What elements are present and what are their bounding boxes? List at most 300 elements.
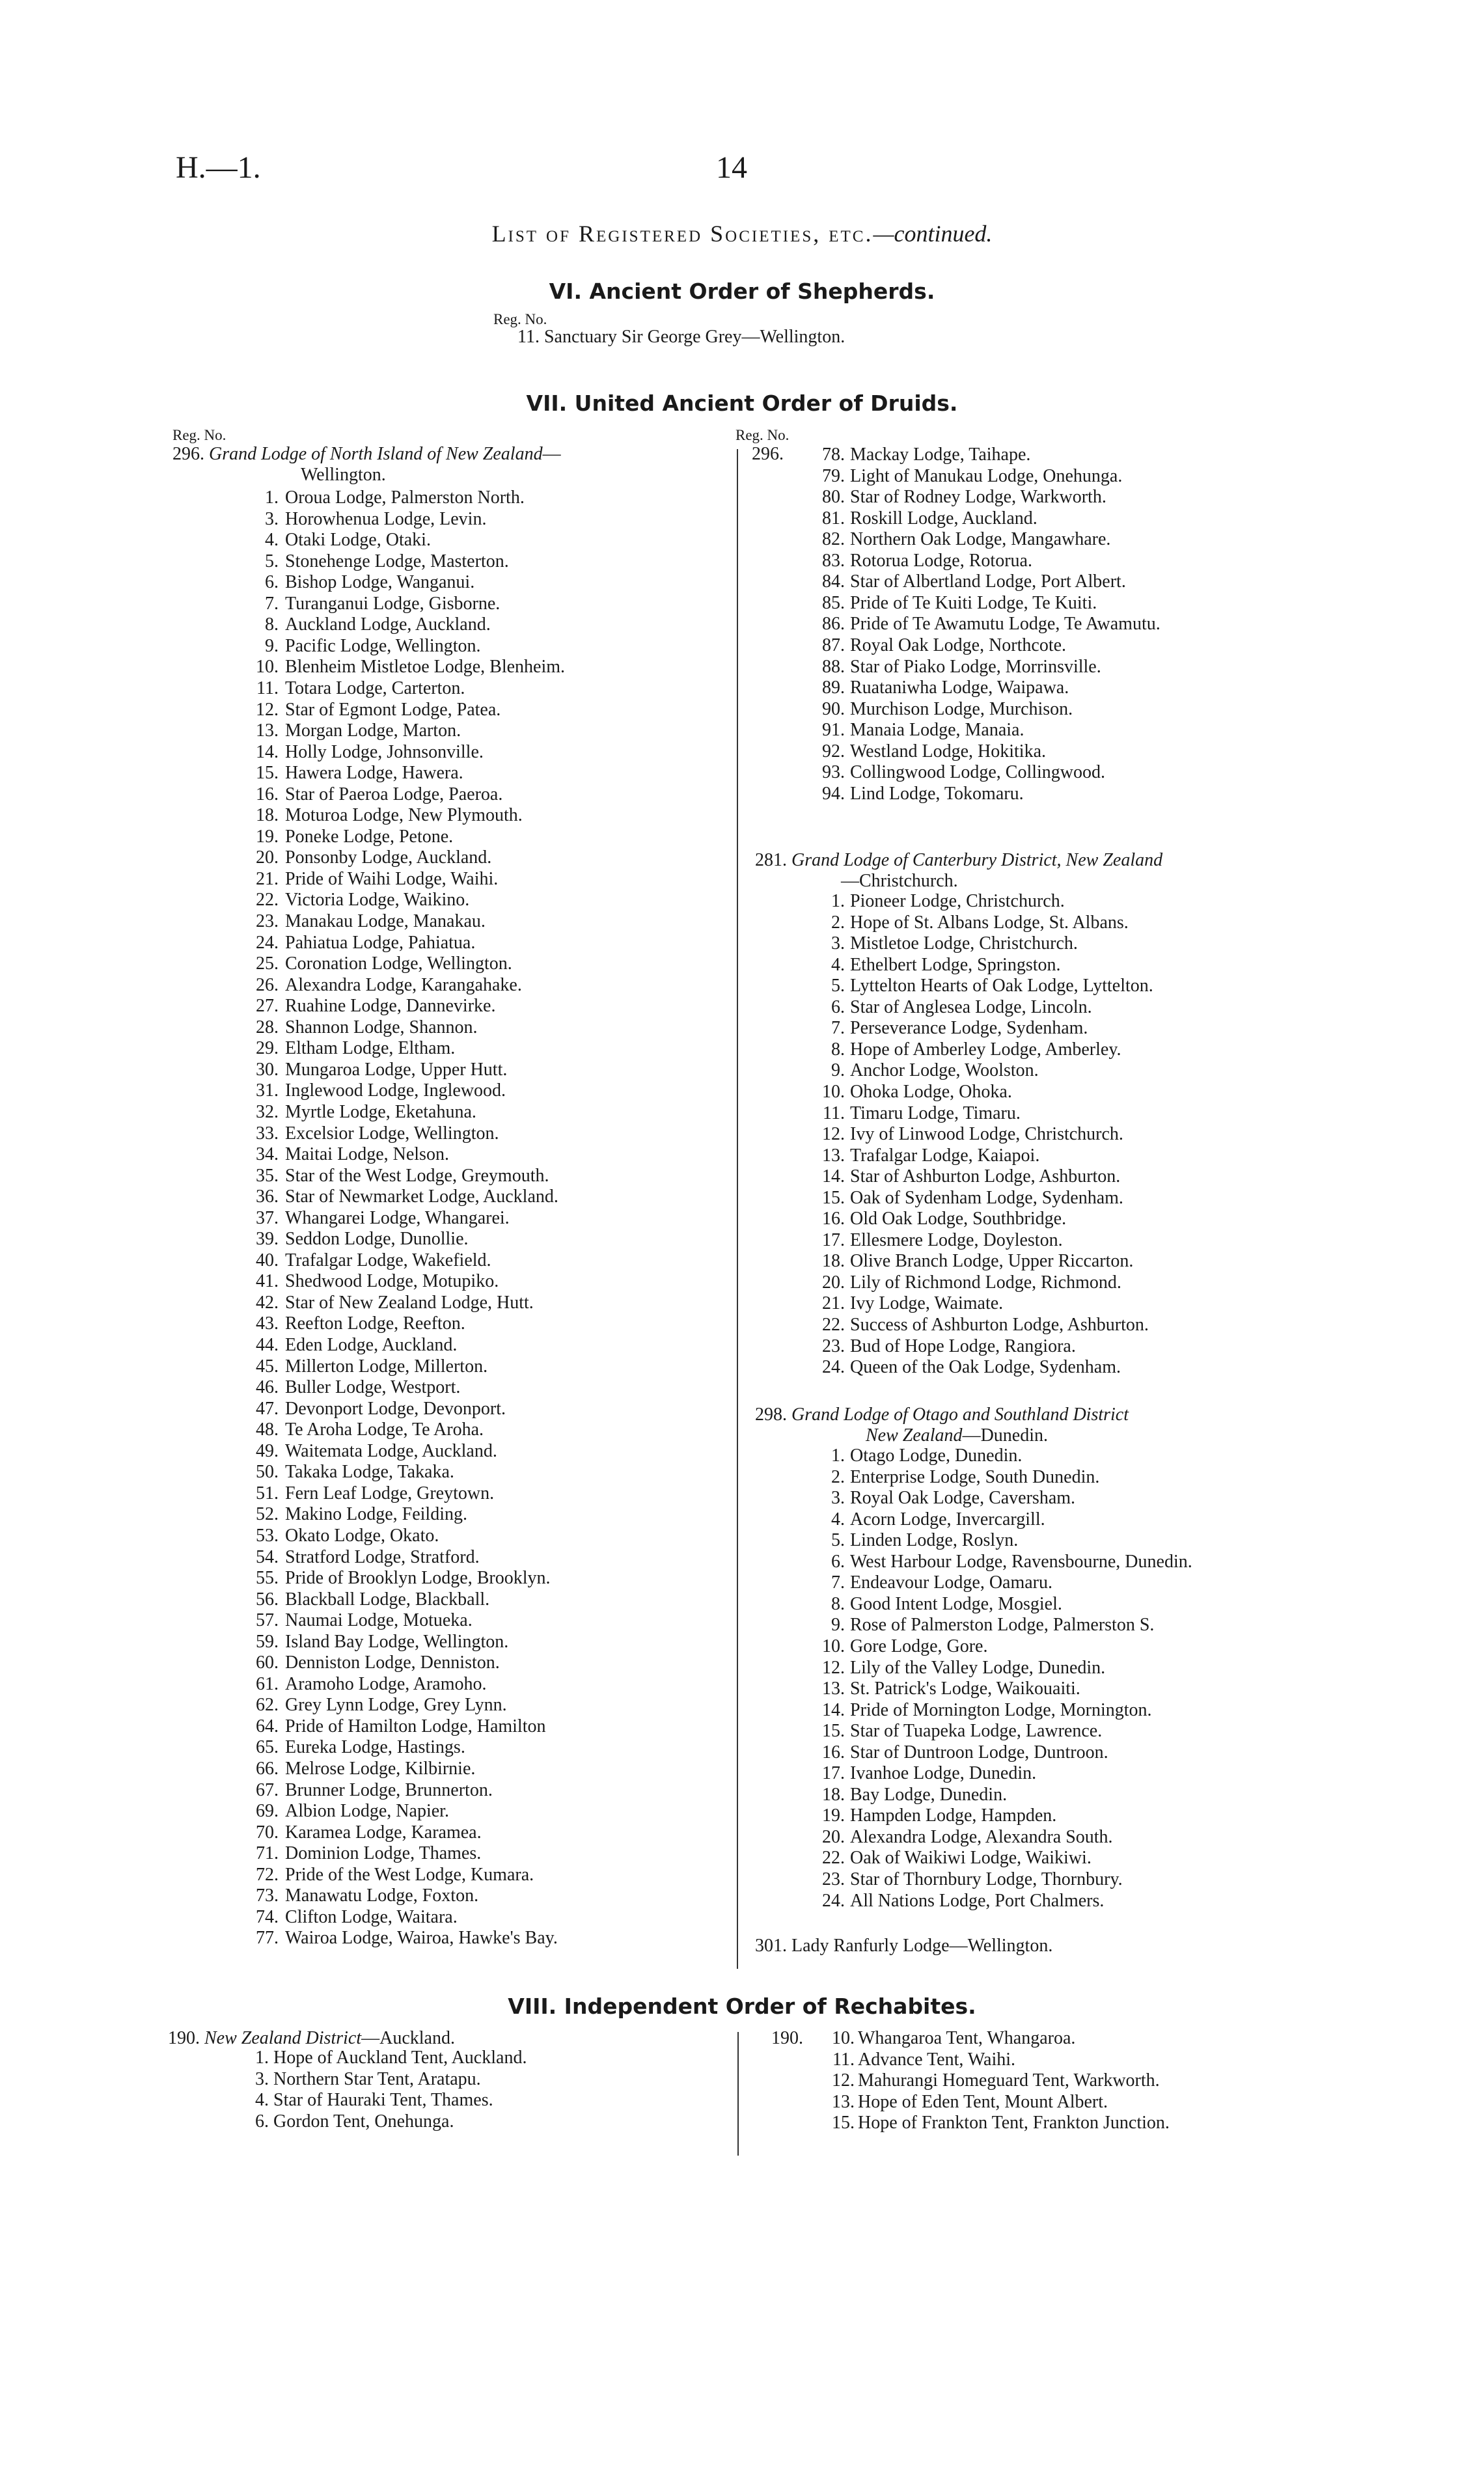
item-text: Hampden Lodge, Hampden. [850, 1805, 1057, 1826]
item-number: 5. [831, 976, 845, 996]
list-item [241, 1166, 549, 1187]
item-number: 7. [831, 1018, 845, 1039]
list-item [241, 890, 469, 911]
list-item [807, 1700, 1152, 1722]
item-text: Clifton Lodge, Waitara. [285, 1906, 458, 1927]
item-text: Ruahine Lodge, Dannevirke. [285, 996, 496, 1017]
section-7-reg-label-right: Reg. No. [735, 427, 790, 443]
item-text: Hope of Auckland Tent, Auckland. [273, 2048, 527, 2068]
item-number: 3. [255, 2068, 269, 2089]
item-text: Star of Ashburton Lodge, Ashburton. [850, 1166, 1121, 1187]
list-item [807, 508, 1037, 530]
item-text: Lyttelton Hearts of Oak Lodge, Lyttelton. [850, 976, 1153, 996]
item-text: Pahiatua Lodge, Pahiatua. [285, 932, 476, 953]
item-text: Shedwood Lodge, Motupiko. [285, 1271, 499, 1292]
item-number: 60. [256, 1653, 279, 1673]
item-text: Royal Oak Lodge, Northcote. [850, 635, 1067, 655]
list-item [807, 933, 1078, 955]
item-text: Shannon Lodge, Shannon. [285, 1017, 478, 1037]
item-number: 13. [256, 720, 279, 741]
list-item [807, 1467, 1099, 1488]
item-number: 1. [255, 2048, 269, 2068]
item-number: 15. [832, 2113, 855, 2133]
item-text: Pride of Te Kuiti Lodge, Te Kuiti. [850, 592, 1097, 613]
section-6-entry: 11. Sanctuary Sir George Grey—Wellington. [517, 327, 845, 347]
item-text: Buller Lodge, Westport. [285, 1377, 461, 1398]
list-item [241, 1504, 467, 1526]
list-item [807, 1805, 1056, 1827]
item-text: Light of Manukau Lodge, Onehunga. [850, 465, 1123, 486]
item-text: Myrtle Lodge, Eketahuna. [285, 1101, 476, 1122]
item-number: 2. [831, 912, 845, 933]
item-number: 45. [256, 1356, 279, 1377]
item-number: 28. [256, 1017, 279, 1037]
section-7-reg-label-left: Reg. No. [172, 427, 227, 443]
list-item [807, 571, 1126, 593]
item-number: 46. [256, 1377, 279, 1398]
list-item [241, 509, 486, 530]
section-7-title: VII. United Ancient Order of Druids. [526, 391, 958, 416]
list-item [241, 1907, 458, 1928]
canterbury-place: —Christchurch. [841, 871, 958, 891]
list-item [807, 657, 1101, 678]
item-text: Murchison Lodge, Murchison. [850, 698, 1073, 719]
item-number: 10. [822, 1081, 845, 1102]
item-text: Star of Newmarket Lodge, Auckland. [285, 1187, 558, 1207]
item-text: Pride of Hamilton Lodge, Hamilton [285, 1716, 546, 1736]
item-text: Star of Rodney Lodge, Warkworth. [850, 487, 1106, 508]
item-number: 6. [265, 572, 279, 593]
list-item [241, 869, 498, 890]
item-number: 3. [831, 1488, 845, 1509]
item-number: 10. [256, 657, 279, 678]
item-number: 14. [822, 1166, 845, 1187]
item-number: 10. [832, 2028, 855, 2048]
item-number: 41. [256, 1271, 279, 1292]
list-item [241, 1653, 500, 1674]
item-text: Advance Tent, Waihi. [858, 2049, 1016, 2070]
list-item [807, 1742, 1108, 1764]
item-text: Star of Tuapeka Lodge, Lawrence. [850, 1721, 1103, 1742]
item-number: 14. [822, 1699, 845, 1720]
section-8-title: VIII. Independent Order of Rechabites. [508, 1994, 976, 2019]
item-text: Ivy Lodge, Waimate. [850, 1293, 1004, 1314]
item-text: Pioneer Lodge, Christchurch. [850, 891, 1065, 911]
item-number: 33. [256, 1123, 279, 1144]
list-item [241, 1144, 449, 1166]
item-text: Rotorua Lodge, Rotorua. [850, 550, 1032, 571]
item-number: 8. [831, 1593, 845, 1614]
item-number: 1. [831, 891, 845, 911]
list-item [241, 1568, 551, 1589]
item-number: 6. [255, 2111, 269, 2132]
item-number: 17. [822, 1763, 845, 1784]
list-item [807, 1336, 1076, 1358]
item-number: 4. [831, 1509, 845, 1530]
grand-lodge-reg: 296. [172, 444, 204, 464]
list-item [807, 678, 1069, 699]
item-number: 39. [256, 1229, 279, 1250]
list-item [807, 1615, 1154, 1636]
section-6-title: VI. Ancient Order of Shepherds. [549, 279, 935, 304]
list-item [241, 700, 501, 721]
item-text: Westland Lodge, Hokitika. [850, 741, 1047, 761]
list-item [807, 1166, 1120, 1188]
list-item [807, 741, 1046, 763]
item-number: 22. [822, 1848, 845, 1869]
list-item [241, 1102, 476, 1123]
item-number: 12. [832, 2070, 855, 2091]
list-item [807, 1209, 1066, 1230]
item-text: Karamea Lodge, Karamea. [285, 1822, 482, 1843]
item-number: 35. [256, 1165, 279, 1186]
grand-lodge-name: Grand Lodge of North Island of New Zealand [209, 444, 543, 464]
item-number: 61. [256, 1673, 279, 1694]
list-item [241, 1335, 457, 1356]
list-item [807, 1230, 1063, 1252]
item-text: Ponsonby Lodge, Auckland. [285, 847, 492, 868]
grand-lodge-dash: — [542, 444, 561, 464]
list-item [807, 1891, 1104, 1912]
page-identifier: H.—1. [176, 150, 261, 185]
item-text: Star of Piako Lodge, Morrinsville. [850, 656, 1101, 677]
item-text: Eden Lodge, Auckland. [285, 1335, 458, 1355]
item-number: 25. [256, 953, 279, 974]
list-item [241, 953, 512, 975]
list-item [241, 742, 484, 763]
item-text: Ivy of Linwood Lodge, Christchurch. [850, 1124, 1123, 1145]
item-number: 65. [256, 1737, 279, 1758]
item-number: 36. [256, 1187, 279, 1207]
item-text: Wairoa Lodge, Wairoa, Hawke's Bay. [285, 1928, 558, 1949]
item-number: 4. [831, 954, 845, 975]
lady-ranfurly-lodge: 301. Lady Ranfurly Lodge—Wellington. [755, 1936, 1053, 1956]
list-item [241, 1399, 506, 1420]
item-number: 42. [256, 1292, 279, 1313]
list-item [241, 1356, 488, 1378]
list-item [817, 2028, 1075, 2050]
list-item [241, 933, 475, 954]
item-text: Mackay Lodge, Taihape. [850, 445, 1031, 465]
list-item [807, 1869, 1123, 1891]
item-number: 19. [822, 1805, 845, 1826]
item-text: Good Intent Lodge, Mosgiel. [850, 1593, 1062, 1614]
item-number: 77. [256, 1928, 279, 1949]
item-text: Grey Lynn Lodge, Grey Lynn. [285, 1695, 507, 1716]
item-text: Ethelbert Lodge, Springston. [850, 954, 1061, 975]
item-number: 80. [822, 487, 845, 508]
list-item [241, 1080, 506, 1102]
list-item [807, 1060, 1039, 1082]
item-number: 73. [256, 1886, 279, 1906]
item-number: 91. [822, 720, 845, 741]
list-item [807, 551, 1032, 572]
item-text: Success of Ashburton Lodge, Ashburton. [850, 1315, 1149, 1335]
list-item [807, 1293, 1003, 1315]
item-text: Anchor Lodge, Woolston. [850, 1060, 1039, 1081]
item-number: 16. [822, 1742, 845, 1763]
north-island-grand-lodge [172, 444, 561, 465]
list-item [241, 636, 481, 657]
list-item [807, 487, 1106, 508]
item-text: Hope of St. Albans Lodge, St. Albans. [850, 912, 1129, 933]
list-item [241, 1610, 473, 1632]
item-text: Morgan Lodge, Marton. [285, 720, 461, 741]
item-text: Takaka Lodge, Takaka. [285, 1462, 454, 1483]
list-item [817, 2092, 1108, 2113]
item-number: 54. [256, 1546, 279, 1567]
item-text: Northern Star Tent, Aratapu. [273, 2068, 481, 2089]
item-number: 32. [256, 1101, 279, 1122]
item-number: 74. [256, 1906, 279, 1927]
list-item [241, 1441, 497, 1462]
item-number: 93. [822, 762, 845, 783]
item-text: Brunner Lodge, Brunnerton. [285, 1779, 493, 1800]
list-item [241, 996, 495, 1017]
item-text: Albion Lodge, Napier. [285, 1801, 449, 1822]
list-item [241, 1483, 494, 1505]
list-item [807, 1039, 1121, 1061]
list-item [241, 1780, 493, 1802]
list-item [241, 1377, 460, 1399]
district-place: —Auckland. [361, 2028, 455, 2048]
item-text: Star of Duntroon Lodge, Duntroon. [850, 1742, 1108, 1763]
item-number: 88. [822, 656, 845, 677]
list-item [241, 1017, 478, 1039]
item-text: Lind Lodge, Tokomaru. [850, 783, 1024, 804]
item-text: Royal Oak Lodge, Caversham. [850, 1488, 1076, 1509]
right-column-reg-296: 296. [752, 444, 784, 464]
item-number: 24. [822, 1890, 845, 1911]
list-item [807, 1357, 1121, 1379]
item-text: Excelsior Lodge, Wellington. [285, 1123, 499, 1144]
item-text: Horowhenua Lodge, Levin. [285, 508, 487, 529]
item-text: Waitemata Lodge, Auckland. [285, 1440, 497, 1461]
list-item [807, 976, 1153, 997]
list-item [807, 1145, 1039, 1167]
item-text: Mungaroa Lodge, Upper Hutt. [285, 1059, 508, 1080]
list-item [807, 1446, 1022, 1467]
item-text: Turanganui Lodge, Gisborne. [285, 593, 501, 614]
list-item [241, 805, 523, 827]
list-item [807, 784, 1024, 805]
item-text: Blackball Lodge, Blackball. [285, 1589, 490, 1610]
item-text: Hope of Amberley Lodge, Amberley. [850, 1039, 1121, 1060]
list-item [241, 911, 486, 933]
list-item [807, 1251, 1133, 1272]
item-number: 71. [256, 1843, 279, 1864]
item-number: 13. [822, 1145, 845, 1166]
item-text: Otago Lodge, Dunedin. [850, 1446, 1023, 1466]
item-text: Te Aroha Lodge, Te Aroha. [285, 1420, 484, 1440]
item-text: Blenheim Mistletoe Lodge, Blenheim. [285, 657, 566, 678]
item-number: 9. [831, 1060, 845, 1081]
list-item [241, 1060, 507, 1081]
item-text: Ruataniwha Lodge, Waipawa. [850, 678, 1069, 698]
item-number: 21. [822, 1293, 845, 1314]
item-number: 78. [822, 445, 845, 465]
otago-name-line2: New Zealand [866, 1425, 963, 1446]
item-text: Hawera Lodge, Hawera. [285, 763, 463, 784]
item-number: 26. [256, 974, 279, 995]
item-number: 81. [822, 508, 845, 528]
item-text: Denniston Lodge, Denniston. [285, 1653, 500, 1673]
list-item [807, 1188, 1123, 1209]
list-item [807, 1679, 1080, 1700]
item-number: 16. [822, 1209, 845, 1229]
item-number: 56. [256, 1589, 279, 1610]
district-name: New Zealand District [204, 2028, 362, 2048]
item-text: Gordon Tent, Onehunga. [273, 2111, 454, 2132]
item-number: 70. [256, 1822, 279, 1843]
item-text: Mistletoe Lodge, Christchurch. [850, 933, 1078, 954]
item-number: 21. [256, 868, 279, 889]
item-text: Trafalgar Lodge, Wakefield. [285, 1250, 491, 1270]
item-text: Star of Albertland Lodge, Port Albert. [850, 571, 1126, 592]
list-item [241, 847, 491, 869]
item-text: Endeavour Lodge, Oamaru. [850, 1572, 1052, 1593]
item-number: 47. [256, 1398, 279, 1419]
list-item [241, 657, 565, 678]
item-number: 4. [255, 2090, 269, 2110]
item-number: 5. [265, 551, 279, 571]
item-number: 31. [256, 1080, 279, 1101]
item-number: 49. [256, 1440, 279, 1461]
item-text: Manawatu Lodge, Foxton. [285, 1886, 479, 1906]
item-text: Acorn Lodge, Invercargill. [850, 1509, 1045, 1530]
otago-grand-lodge [755, 1405, 1129, 1426]
item-text: Maitai Lodge, Nelson. [285, 1144, 449, 1165]
item-number: 37. [256, 1207, 279, 1228]
list-item [231, 2111, 454, 2133]
item-text: All Nations Lodge, Port Chalmers. [850, 1890, 1105, 1911]
item-number: 86. [822, 614, 845, 635]
list-item [241, 594, 500, 615]
district-reg: 190. [168, 2028, 200, 2048]
list-item [807, 1530, 1018, 1552]
item-text: Devonport Lodge, Devonport. [285, 1398, 506, 1419]
item-number: 64. [256, 1716, 279, 1736]
item-number: 27. [256, 996, 279, 1017]
item-text: Inglewood Lodge, Inglewood. [285, 1080, 506, 1101]
item-number: 4. [265, 530, 279, 551]
item-text: Timaru Lodge, Timaru. [850, 1103, 1021, 1123]
item-number: 3. [265, 508, 279, 529]
item-text: Melrose Lodge, Kilbirnie. [285, 1759, 476, 1779]
item-number: 72. [256, 1864, 279, 1885]
list-item [241, 975, 522, 996]
item-text: Northern Oak Lodge, Mangawhare. [850, 529, 1111, 550]
item-number: 66. [256, 1759, 279, 1779]
item-number: 51. [256, 1483, 279, 1503]
list-item [807, 1785, 1007, 1806]
item-number: 20. [256, 847, 279, 868]
item-text: Trafalgar Lodge, Kaiapoi. [850, 1145, 1040, 1166]
item-text: Pride of Brooklyn Lodge, Brooklyn. [285, 1568, 551, 1589]
list-item [241, 784, 502, 806]
list-item [241, 1928, 558, 1949]
item-number: 18. [822, 1784, 845, 1805]
list-item [817, 2070, 1160, 2092]
item-text: Pride of Mornington Lodge, Mornington. [850, 1699, 1152, 1720]
item-text: Ivanhoe Lodge, Dunedin. [850, 1763, 1037, 1784]
item-text: Hope of Eden Tent, Mount Albert. [858, 2091, 1108, 2112]
item-number: 8. [831, 1039, 845, 1060]
item-text: Bud of Hope Lodge, Rangiora. [850, 1336, 1076, 1356]
item-text: Eltham Lodge, Eltham. [285, 1038, 456, 1059]
list-item [241, 1293, 534, 1314]
item-number: 8. [265, 614, 279, 635]
list-item [241, 720, 461, 742]
item-text: Star of New Zealand Lodge, Hutt. [285, 1292, 534, 1313]
item-number: 59. [256, 1631, 279, 1652]
item-number: 12. [256, 699, 279, 720]
item-text: Oroua Lodge, Palmerston North. [285, 487, 525, 508]
title-continued: —continued. [873, 221, 993, 247]
item-text: Seddon Lodge, Dunollie. [285, 1229, 469, 1250]
item-number: 6. [831, 1551, 845, 1572]
item-number: 15. [822, 1187, 845, 1208]
item-number: 53. [256, 1525, 279, 1546]
item-number: 34. [256, 1144, 279, 1165]
title-main: List of Registered Societies, etc. [491, 221, 873, 247]
item-number: 23. [822, 1869, 845, 1889]
list-item [807, 1488, 1075, 1509]
item-text: Whangaroa Tent, Whangaroa. [858, 2028, 1076, 2048]
list-item [807, 1721, 1102, 1742]
list-item [241, 1632, 508, 1653]
item-text: Collingwood Lodge, Collingwood. [850, 762, 1105, 783]
item-text: Auckland Lodge, Auckland. [285, 614, 491, 635]
list-item [807, 912, 1129, 934]
item-number: 67. [256, 1779, 279, 1800]
item-text: Fern Leaf Lodge, Greytown. [285, 1483, 495, 1503]
list-item [241, 1250, 491, 1272]
item-text: Stratford Lodge, Stratford. [285, 1546, 480, 1567]
item-text: Coronation Lodge, Wellington. [285, 953, 512, 974]
item-text: Bay Lodge, Dunedin. [850, 1784, 1008, 1805]
item-number: 87. [822, 635, 845, 655]
item-text: Ellesmere Lodge, Doyleston. [850, 1229, 1063, 1250]
item-text: Star of Thornbury Lodge, Thornbury. [850, 1869, 1123, 1889]
list-item [241, 1229, 469, 1250]
item-number: 7. [831, 1572, 845, 1593]
item-number: 18. [256, 805, 279, 826]
list-item [817, 2050, 1015, 2071]
list-item [807, 1572, 1052, 1594]
list-item [241, 1674, 487, 1695]
list-item [807, 1552, 1192, 1573]
item-number: 13. [822, 1679, 845, 1699]
item-text: Oak of Sydenham Lodge, Sydenham. [850, 1187, 1123, 1208]
section-8-divider [737, 2032, 739, 2156]
item-number: 82. [822, 529, 845, 550]
list-item [807, 1827, 1113, 1848]
item-number: 12. [822, 1124, 845, 1145]
item-number: 15. [256, 763, 279, 784]
list-item [807, 1082, 1012, 1103]
item-number: 84. [822, 571, 845, 592]
item-number: 15. [822, 1721, 845, 1742]
list-item [241, 1526, 439, 1547]
item-number: 22. [822, 1315, 845, 1335]
item-text: Dominion Lodge, Thames. [285, 1843, 482, 1864]
list-item [241, 530, 431, 551]
item-number: 83. [822, 550, 845, 571]
item-number: 94. [822, 783, 845, 804]
list-item [241, 1038, 455, 1060]
right-column-reg-190: 190. [771, 2028, 803, 2048]
